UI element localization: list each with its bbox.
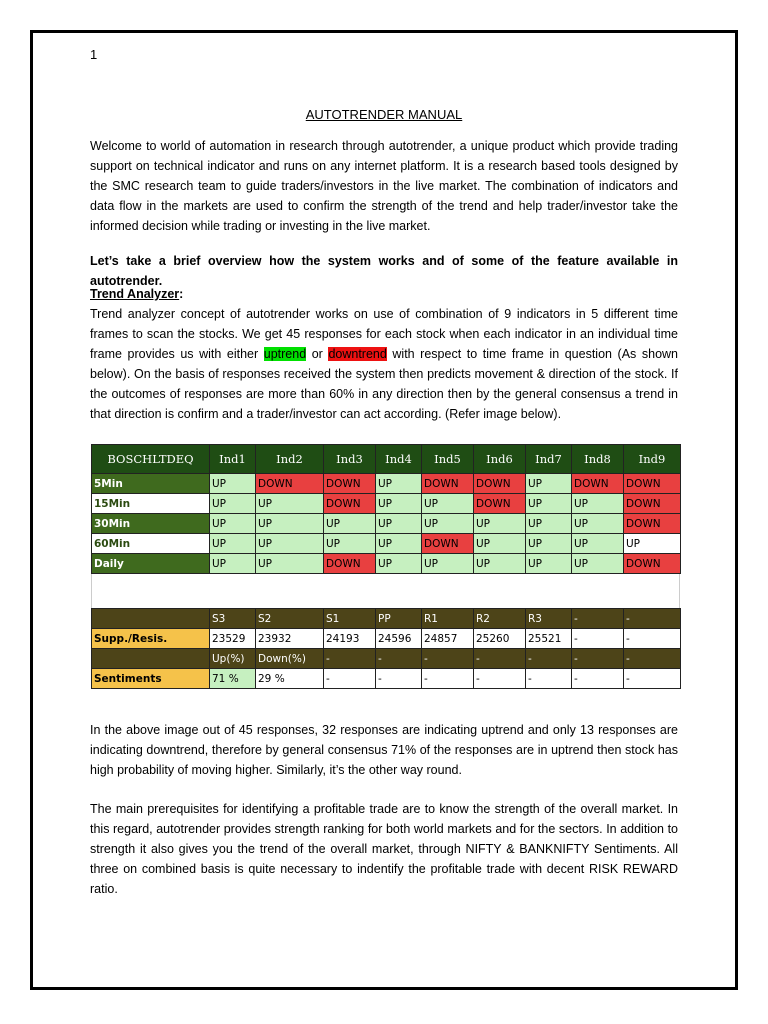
overview-paragraph: Let’s take a brief overview how the system works and of some of the feature available in autotrender. — [90, 254, 678, 288]
sentiment-header: - — [376, 649, 422, 669]
signal-cell: UP — [474, 554, 526, 574]
empty-header-cell — [92, 649, 210, 669]
signal-cell: DOWN — [474, 474, 526, 494]
table-row — [92, 669, 681, 689]
level-header: S2 — [256, 609, 324, 629]
result-paragraph: In the above image out of 45 responses, 32 responses are indicating uptrend and only 13 responses are indicating downtrend, therefore by general consensus 71% of the responses are in uptrend then stock has high probability of moving higher. Similarly, it’s the other way round. — [90, 723, 678, 777]
table-row — [92, 494, 681, 514]
signal-cell: UP — [572, 554, 624, 574]
signal-cell: UP — [376, 474, 422, 494]
level-value: - — [624, 629, 681, 649]
stock-symbol-header: BOSCHLTDEQ — [92, 445, 210, 474]
sentiment-value: 71 % — [210, 669, 256, 689]
table-spacer — [91, 574, 680, 608]
signal-cell: UP — [526, 514, 572, 534]
timeframe-label: 15Min — [92, 494, 210, 514]
level-value: - — [572, 629, 624, 649]
level-value: 24193 — [324, 629, 376, 649]
signal-cell: UP — [526, 534, 572, 554]
sentiment-header: - — [572, 649, 624, 669]
sentiment-value: - — [376, 669, 422, 689]
trend-or: or — [311, 347, 323, 361]
empty-header-cell — [92, 609, 210, 629]
indicator-header: Ind1 — [210, 445, 256, 474]
level-value: 23932 — [256, 629, 324, 649]
document-title: AUTOTRENDER MANUAL — [305, 107, 463, 122]
page-number: 1 — [90, 47, 98, 62]
signal-cell: DOWN — [324, 554, 376, 574]
indicator-header: Ind6 — [474, 445, 526, 474]
sentiment-value: - — [474, 669, 526, 689]
sentiment-value: - — [572, 669, 624, 689]
trend-text-part1: Trend analyzer concept of autotrender works on use of combination of 9 indicators in 5 different time frames to scan the stocks. We get 45 responses for each stock when each indicator in an individual time frame provides us with either — [90, 307, 678, 361]
sentiment-value: - — [324, 669, 376, 689]
signal-cell: DOWN — [624, 494, 681, 514]
level-value: 24596 — [376, 629, 422, 649]
signal-cell: DOWN — [624, 514, 681, 534]
signal-cell: UP — [422, 554, 474, 574]
signal-cell: UP — [210, 534, 256, 554]
sentiment-header: - — [422, 649, 474, 669]
levels-table — [91, 608, 681, 689]
level-header: R2 — [474, 609, 526, 629]
level-header: S1 — [324, 609, 376, 629]
sentiment-value: - — [422, 669, 474, 689]
signal-cell: UP — [474, 514, 526, 534]
signal-cell: DOWN — [324, 494, 376, 514]
signal-cell: UP — [324, 514, 376, 534]
uptrend-highlight: uptrend — [263, 347, 307, 361]
signal-cell: UP — [422, 494, 474, 514]
signal-cell: UP — [210, 474, 256, 494]
signal-cell: UP — [526, 474, 572, 494]
signal-cell: UP — [210, 554, 256, 574]
timeframe-label: 30Min — [92, 514, 210, 534]
sentiment-header: Up(%) — [210, 649, 256, 669]
level-header: PP — [376, 609, 422, 629]
sentiments-label: Sentiments — [92, 669, 210, 689]
level-header: S3 — [210, 609, 256, 629]
signal-cell: UP — [210, 494, 256, 514]
intro-paragraph: Welcome to world of automation in research through autotrender, a unique product which provide trading support on technical indicator and runs on any internet platform. It is a research based tools designed by the SMC research team to guide traders/investors in the live market. The combination of indicators and data flow in the markets are used to confirm the strength of the trend and help trader/investor take the informed decision while trading or investing in the live market. — [90, 139, 678, 233]
level-header: R1 — [422, 609, 474, 629]
level-header: - — [572, 609, 624, 629]
signal-cell: UP — [376, 494, 422, 514]
sentiment-header: Down(%) — [256, 649, 324, 669]
indicator-header: Ind8 — [572, 445, 624, 474]
signal-cell: UP — [572, 514, 624, 534]
signal-cell: UP — [256, 554, 324, 574]
signal-cell: UP — [572, 534, 624, 554]
table-row — [92, 534, 681, 554]
trend-text-part2: with respect to time frame in question (As shown below). On the basis of responses received the system then predicts movement & direction of the stock. If the outcomes of responses are more than 60% in any direction then by the general consensus a trend in that direction is confirm and a trader/investor can act according. (Refer image below). — [90, 347, 678, 421]
supp-resis-label: Supp./Resis. — [92, 629, 210, 649]
signal-cell: UP — [256, 514, 324, 534]
indicator-header: Ind2 — [256, 445, 324, 474]
timeframe-label: 60Min — [92, 534, 210, 554]
signal-cell: DOWN — [572, 474, 624, 494]
indicator-header-row — [92, 445, 681, 474]
signal-cell: UP — [256, 534, 324, 554]
timeframe-label: Daily — [92, 554, 210, 574]
sentiment-value: 29 % — [256, 669, 324, 689]
signal-cell: UP — [474, 534, 526, 554]
levels-header-row — [92, 609, 681, 629]
downtrend-highlight: downtrend — [328, 347, 387, 361]
level-header: - — [624, 609, 681, 629]
signal-cell: UP — [324, 534, 376, 554]
table-row — [92, 629, 681, 649]
signal-cell: UP — [572, 494, 624, 514]
signal-cell: DOWN — [422, 534, 474, 554]
signal-cell: UP — [376, 554, 422, 574]
level-value: 23529 — [210, 629, 256, 649]
trend-analyzer-colon: : — [179, 287, 184, 301]
indicator-header: Ind7 — [526, 445, 572, 474]
level-value: 25521 — [526, 629, 572, 649]
signal-cell: DOWN — [624, 474, 681, 494]
timeframe-label: 5Min — [92, 474, 210, 494]
indicator-header: Ind3 — [324, 445, 376, 474]
indicator-header: Ind9 — [624, 445, 681, 474]
indicator-header: Ind4 — [376, 445, 422, 474]
trend-analyzer-section — [90, 284, 678, 424]
sentiment-value: - — [624, 669, 681, 689]
level-value: 24857 — [422, 629, 474, 649]
sentiment-header: - — [324, 649, 376, 669]
signal-cell: UP — [526, 554, 572, 574]
sentiment-header: - — [526, 649, 572, 669]
level-header: R3 — [526, 609, 572, 629]
signal-cell: DOWN — [474, 494, 526, 514]
signal-cell: DOWN — [422, 474, 474, 494]
signal-cell: UP — [526, 494, 572, 514]
sentiment-header: - — [474, 649, 526, 669]
table-row — [92, 474, 681, 494]
trend-analyzer-heading: Trend Analyzer — [90, 287, 180, 301]
table-row — [92, 514, 681, 534]
signal-cell: UP — [376, 514, 422, 534]
sentiment-header-row — [92, 649, 681, 669]
level-value: 25260 — [474, 629, 526, 649]
sentiment-value: - — [526, 669, 572, 689]
prerequisites-paragraph: The main prerequisites for identifying a profitable trade are to know the strength of the overall market. In this regard, autotrender provides strength ranking for both world markets and for the sectors. In addition to strength it also gives you the trend of the overall market, through NIFTY & BANKNIFTY Sentiments. All three on combined basis is quite necessary to indentify the profitable trade with decent RISK REWARD ratio. — [90, 802, 678, 896]
signal-cell: UP — [210, 514, 256, 534]
table-row — [92, 554, 681, 574]
signal-cell: UP — [376, 534, 422, 554]
signal-cell: DOWN — [624, 554, 681, 574]
signal-cell: UP — [422, 514, 474, 534]
signal-cell: DOWN — [256, 474, 324, 494]
indicator-table — [91, 444, 681, 574]
signal-cell: UP — [256, 494, 324, 514]
signal-cell: UP — [624, 534, 681, 554]
signal-cell: DOWN — [324, 474, 376, 494]
sentiment-header: - — [624, 649, 681, 669]
indicator-header: Ind5 — [422, 445, 474, 474]
